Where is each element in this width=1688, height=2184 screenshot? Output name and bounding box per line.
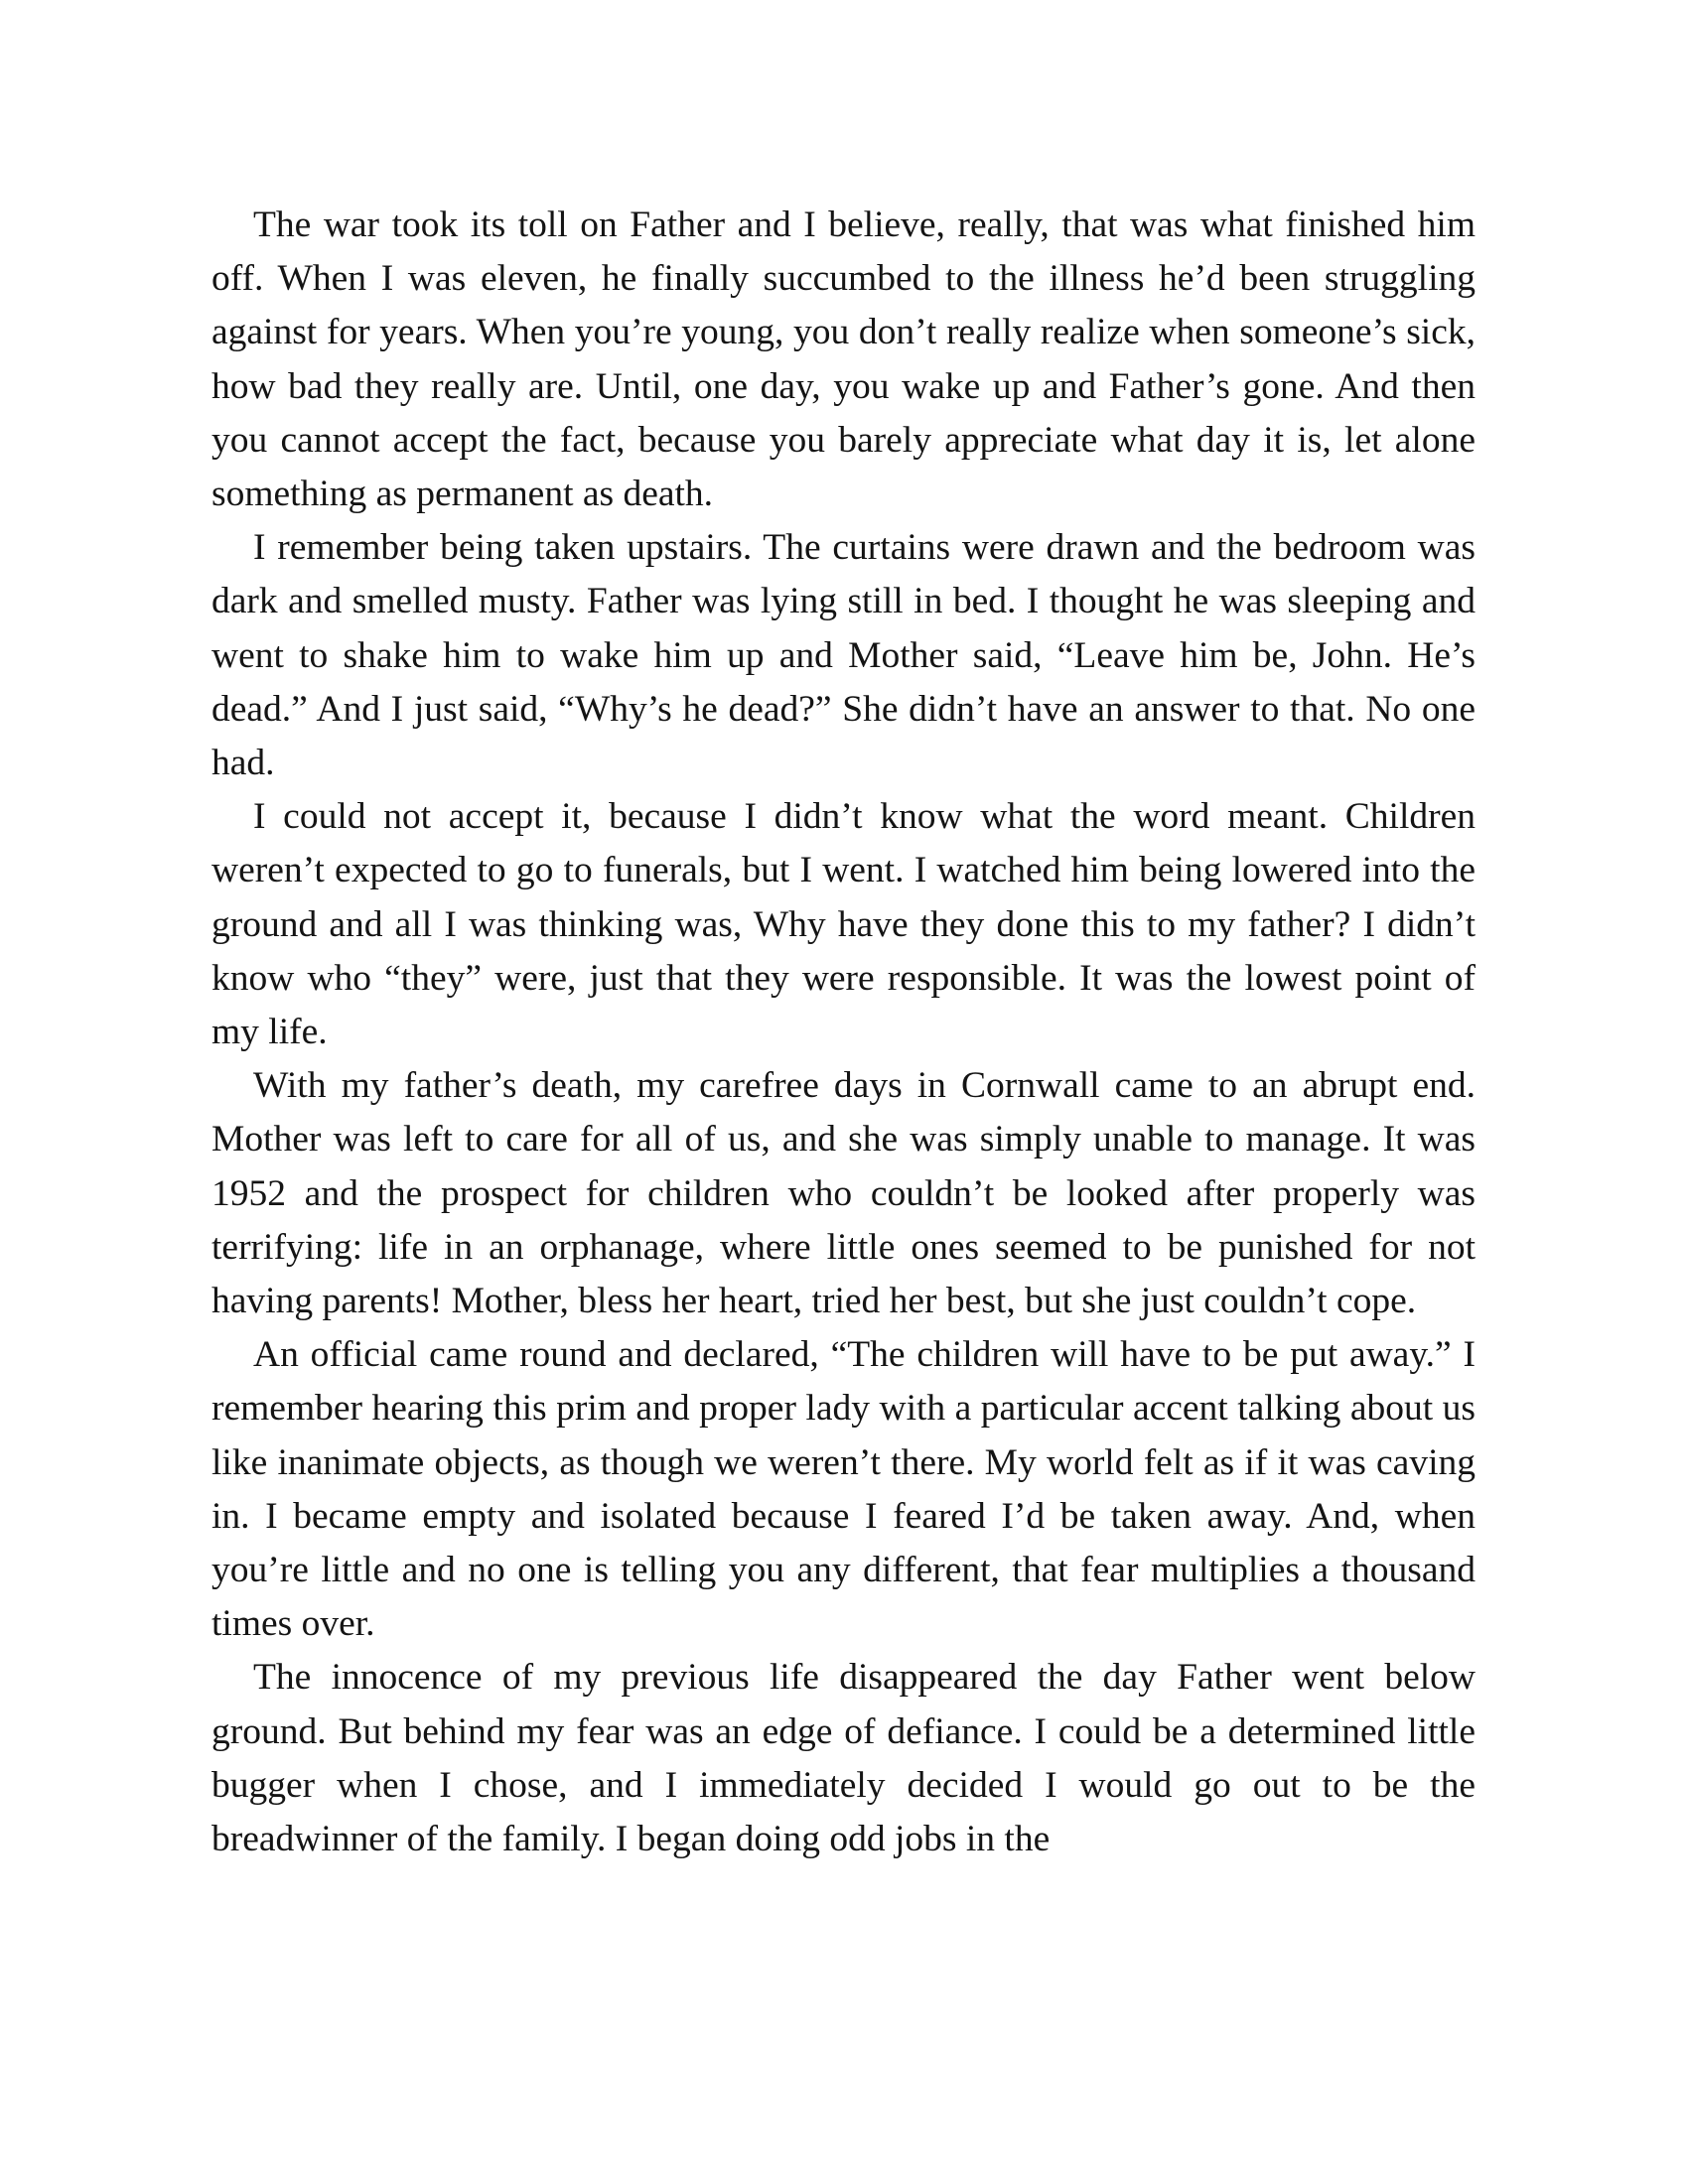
paragraph-6: The innocence of my previous life disappeared the day Father went below ground. But behind my fear was an edge of defiance. I could be a determined little bugger when I chose, and I immediately decided I would go out to be the breadwinner of the family. I began doing odd jobs in the bbox=[211, 1657, 1476, 1860]
body-text bbox=[211, 199, 1476, 1866]
paragraph-4: With my father’s death, my carefree days in Cornwall came to an abrupt end. Mother was left to care for all of us, and she was simply unable to manage. It was 1952 and the prospect for children who couldn’t be looked after properly was terrifying: life in an orphanage, where little ones seemed to be punished for not having parents! Mother, bless her heart, tried her best, but she just couldn’t cope. bbox=[211, 1065, 1476, 1322]
paragraph-3: I could not accept it, because I didn’t know what the word meant. Children weren’t expected to go to funerals, but I went. I watched him being lowered into the ground and all I was thinking was, Why have they done this to my father? I didn’t know who “they” were, just that they were responsible. It was the lowest point of my life. bbox=[211, 796, 1476, 1053]
paragraph-1: The war took its toll on Father and I believe, really, that was what finished him off. When I was eleven, he finally succumbed to the illness he’d been struggling against for years. When you’re young, you don’t really realize when someone’s sick, how bad they really are. Until, one day, you wake up and Father’s gone. And then you cannot accept the fact, because you barely appreciate what day it is, let alone something as permanent as death. bbox=[211, 205, 1476, 515]
paragraph-2: I remember being taken upstairs. The curtains were drawn and the bedroom was dark and smelled musty. Father was lying still in bed. I thought he was sleeping and went to shake him to wake him up and Mother said, “Leave him be, John. He’s dead.” And I just said, “Why’s he dead?” She didn’t have an answer to that. No one had. bbox=[211, 527, 1476, 784]
paragraph-5: An official came round and declared, “The children will have to be put away.” I remember hearing this prim and proper lady with a particular accent talking about us like inanimate objects, as though we weren’t there. My world felt as if it was caving in. I became empty and isolated because I feared I’d be taken away. And, when you’re little and no one is telling you any different, that fear multiplies a thousand times over. bbox=[211, 1334, 1476, 1645]
